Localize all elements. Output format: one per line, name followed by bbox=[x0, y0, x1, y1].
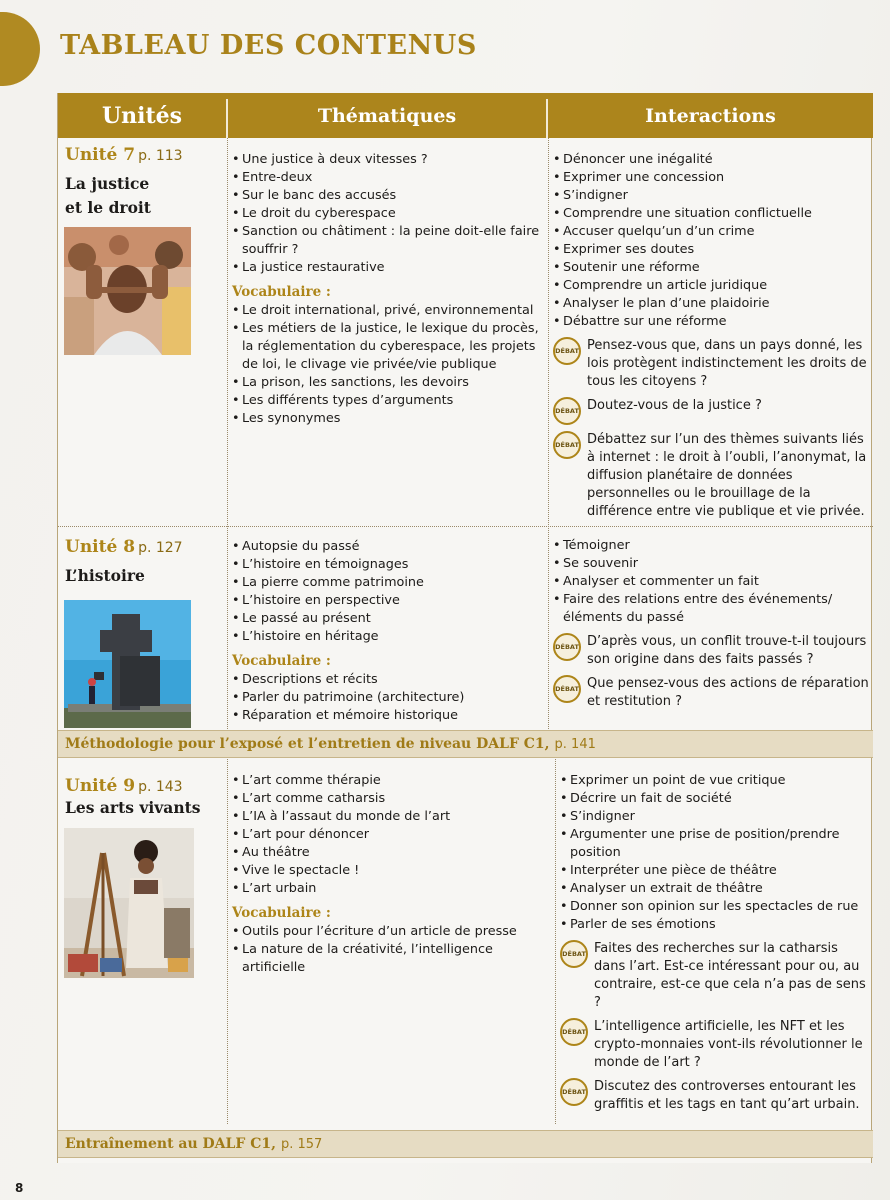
row-divider bbox=[58, 526, 873, 527]
list-item: • Accuser quelqu’un d’un crime bbox=[553, 223, 869, 241]
debate-question: L’intelligence artificielle, les NFT et les crypto-monnaies vont-ils révolutionner le monde de l’art ? bbox=[594, 1019, 863, 1070]
list-item: • Vive le spectacle ! bbox=[232, 862, 548, 880]
header-interactions: Interactions bbox=[645, 104, 776, 127]
list-item: • Donner son opinion sur les spectacles de rue bbox=[560, 898, 870, 916]
list-item: • L’histoire en témoignages bbox=[232, 556, 540, 574]
list-item: • L’art urbain bbox=[232, 880, 548, 898]
unit-page-ref: p. 113 bbox=[138, 148, 183, 164]
list-item: • S’indigner bbox=[553, 187, 869, 205]
unit-themes bbox=[232, 538, 540, 725]
unit-9-photo bbox=[64, 828, 194, 978]
methodology-band bbox=[58, 730, 873, 758]
list-item: • Les métiers de la justice, le lexique du procès, la réglementation du cyberespace, les projets de loi, le clivage vie privée/vie publique bbox=[232, 320, 540, 374]
debate-question: Que pensez-vous des actions de réparation et restitution ? bbox=[587, 676, 869, 709]
list-item: • S’indigner bbox=[560, 808, 870, 826]
list-item: • Le droit international, privé, environnemental bbox=[232, 302, 540, 320]
vocabulary-heading: Vocabulaire : bbox=[232, 905, 331, 921]
list-item: • La nature de la créativité, l’intelligence artificielle bbox=[232, 941, 548, 977]
list-item: • Au théâtre bbox=[232, 844, 548, 862]
debate-badge-icon: DÉBAT bbox=[560, 940, 588, 968]
list-item: • Autopsie du passé bbox=[232, 538, 540, 556]
list-item: • Parler du patrimoine (architecture) bbox=[232, 689, 540, 707]
list-item: • Sanction ou châtiment : la peine doit-elle faire souffrir ? bbox=[232, 223, 540, 259]
list-item: • Comprendre une situation conflictuelle bbox=[553, 205, 869, 223]
debate-item bbox=[560, 940, 870, 1012]
contents-table bbox=[57, 93, 872, 1163]
list-item: • Réparation et mémoire historique bbox=[232, 707, 540, 725]
list-item: • Les différents types d’arguments bbox=[232, 392, 540, 410]
list-item: • L’art comme catharsis bbox=[232, 790, 548, 808]
training-band bbox=[58, 1130, 873, 1158]
debate-question: Débattez sur l’un des thèmes suivants liés à internet : le droit à l’oubli, l’anonymat, la diffusion planétaire de données personnelles ou le brouillage de la différence entre vie publique et vie privée. bbox=[587, 432, 867, 519]
list-item: • Sur le banc des accusés bbox=[232, 187, 540, 205]
unit-subtitle: Les arts vivants bbox=[65, 798, 201, 817]
list-item: • La pierre comme patrimoine bbox=[232, 574, 540, 592]
list-item: • Soutenir une réforme bbox=[553, 259, 869, 277]
debate-item bbox=[553, 431, 869, 521]
list-item: • Faire des relations entre des événements/ éléments du passé bbox=[553, 591, 869, 627]
debate-question: Doutez-vous de la justice ? bbox=[587, 398, 762, 413]
list-item: • L’art comme thérapie bbox=[232, 772, 548, 790]
list-item: • Une justice à deux vitesses ? bbox=[232, 151, 540, 169]
list-item: • Outils pour l’écriture d’un article de presse bbox=[232, 923, 548, 941]
list-item: • Exprimer un point de vue critique bbox=[560, 772, 870, 790]
list-item: • Se souvenir bbox=[553, 555, 869, 573]
list-item: • L’IA à l’assaut du monde de l’art bbox=[232, 808, 548, 826]
vocabulary-heading: Vocabulaire : bbox=[232, 284, 331, 300]
column-divider bbox=[227, 138, 228, 729]
debate-question: D’après vous, un conflit trouve-t-il toujours son origine dans des faits passés ? bbox=[587, 634, 867, 667]
debate-item bbox=[553, 397, 869, 425]
unit-title: Unité 7 p. 113 bbox=[65, 145, 183, 165]
list-item: • Argumenter une prise de position/prendre position bbox=[560, 826, 870, 862]
unit-interactions bbox=[553, 151, 869, 521]
unit-subtitle: La justice et le droit bbox=[65, 174, 151, 217]
debate-question: Faites des recherches sur la catharsis dans l’art. Est-ce intéressant pour ou, au contraire, est-ce que cela n’a pas de sens ? bbox=[594, 941, 866, 1010]
debate-badge-icon: DÉBAT bbox=[553, 633, 581, 661]
list-item: • Interpréter une pièce de théâtre bbox=[560, 862, 870, 880]
unit-page-ref: p. 143 bbox=[138, 779, 183, 795]
debate-badge-icon: DÉBAT bbox=[553, 431, 581, 459]
debate-question: Discutez des controverses entourant les graffitis et les tags en tant qu’art urbain. bbox=[594, 1079, 860, 1112]
debate-item bbox=[553, 675, 869, 711]
table-header bbox=[58, 93, 873, 138]
debate-badge-icon: DÉBAT bbox=[553, 397, 581, 425]
debate-badge-icon: DÉBAT bbox=[553, 675, 581, 703]
unit-title: Unité 9 p. 143 bbox=[65, 776, 183, 796]
list-item: • Le passé au présent bbox=[232, 610, 540, 628]
vocabulary-heading: Vocabulaire : bbox=[232, 653, 331, 669]
list-item: • La justice restaurative bbox=[232, 259, 540, 277]
debate-item bbox=[560, 1018, 870, 1072]
list-item: • Entre-deux bbox=[232, 169, 540, 187]
list-item: • Décrire un fait de société bbox=[560, 790, 870, 808]
unit-themes bbox=[232, 772, 548, 977]
debate-badge-icon: DÉBAT bbox=[553, 337, 581, 365]
debate-question: Pensez-vous que, dans un pays donné, les lois protègent indistinctement les droits de tous les citoyens ? bbox=[587, 338, 867, 389]
list-item: • Descriptions et récits bbox=[232, 671, 540, 689]
training-page-ref: p. 157 bbox=[280, 1136, 323, 1152]
unit-subtitle: L’histoire bbox=[65, 566, 145, 585]
column-divider bbox=[227, 757, 228, 1124]
unit-interactions bbox=[553, 537, 869, 711]
list-item: • Analyser le plan d’une plaidoirie bbox=[553, 295, 869, 313]
list-item: • Parler de ses émotions bbox=[560, 916, 870, 934]
column-divider bbox=[548, 138, 549, 729]
debate-badge-icon: DÉBAT bbox=[560, 1078, 588, 1106]
list-item: • L’art pour dénoncer bbox=[232, 826, 548, 844]
debate-item bbox=[560, 1078, 870, 1114]
list-item: • Le droit du cyberespace bbox=[232, 205, 540, 223]
list-item: • Analyser et commenter un fait bbox=[553, 573, 869, 591]
debate-item bbox=[553, 337, 869, 391]
list-item: • Débattre sur une réforme bbox=[553, 313, 869, 331]
unit-title: Unité 8 p. 127 bbox=[65, 537, 183, 557]
methodology-page-ref: p. 141 bbox=[554, 736, 596, 752]
methodology-text: Méthodologie pour l’exposé et l’entretien de niveau DALF C1, bbox=[65, 736, 550, 752]
list-item: • L’histoire en héritage bbox=[232, 628, 540, 646]
page-title: TABLEAU DES CONTENUS bbox=[60, 30, 477, 61]
page-corner-tab bbox=[0, 12, 40, 86]
header-units: Unités bbox=[101, 102, 183, 129]
list-item: • Comprendre un article juridique bbox=[553, 277, 869, 295]
unit-8-photo bbox=[64, 600, 191, 728]
list-item: • Témoigner bbox=[553, 537, 869, 555]
header-themes: Thématiques bbox=[317, 104, 457, 127]
column-divider bbox=[555, 757, 556, 1124]
debate-item bbox=[553, 633, 869, 669]
unit-page-ref: p. 127 bbox=[138, 540, 183, 556]
list-item: • Analyser un extrait de théâtre bbox=[560, 880, 870, 898]
list-item: • L’histoire en perspective bbox=[232, 592, 540, 610]
list-item: • La prison, les sanctions, les devoirs bbox=[232, 374, 540, 392]
list-item: • Dénoncer une inégalité bbox=[553, 151, 869, 169]
list-item: • Exprimer ses doutes bbox=[553, 241, 869, 259]
list-item: • Exprimer une concession bbox=[553, 169, 869, 187]
training-text: Entraînement au DALF C1, bbox=[65, 1136, 276, 1152]
unit-themes bbox=[232, 151, 540, 428]
unit-interactions bbox=[560, 772, 870, 1114]
debate-badge-icon: DÉBAT bbox=[560, 1018, 588, 1046]
list-item: • Les synonymes bbox=[232, 410, 540, 428]
page-number: 8 bbox=[15, 1181, 24, 1195]
unit-7-photo bbox=[64, 227, 191, 355]
